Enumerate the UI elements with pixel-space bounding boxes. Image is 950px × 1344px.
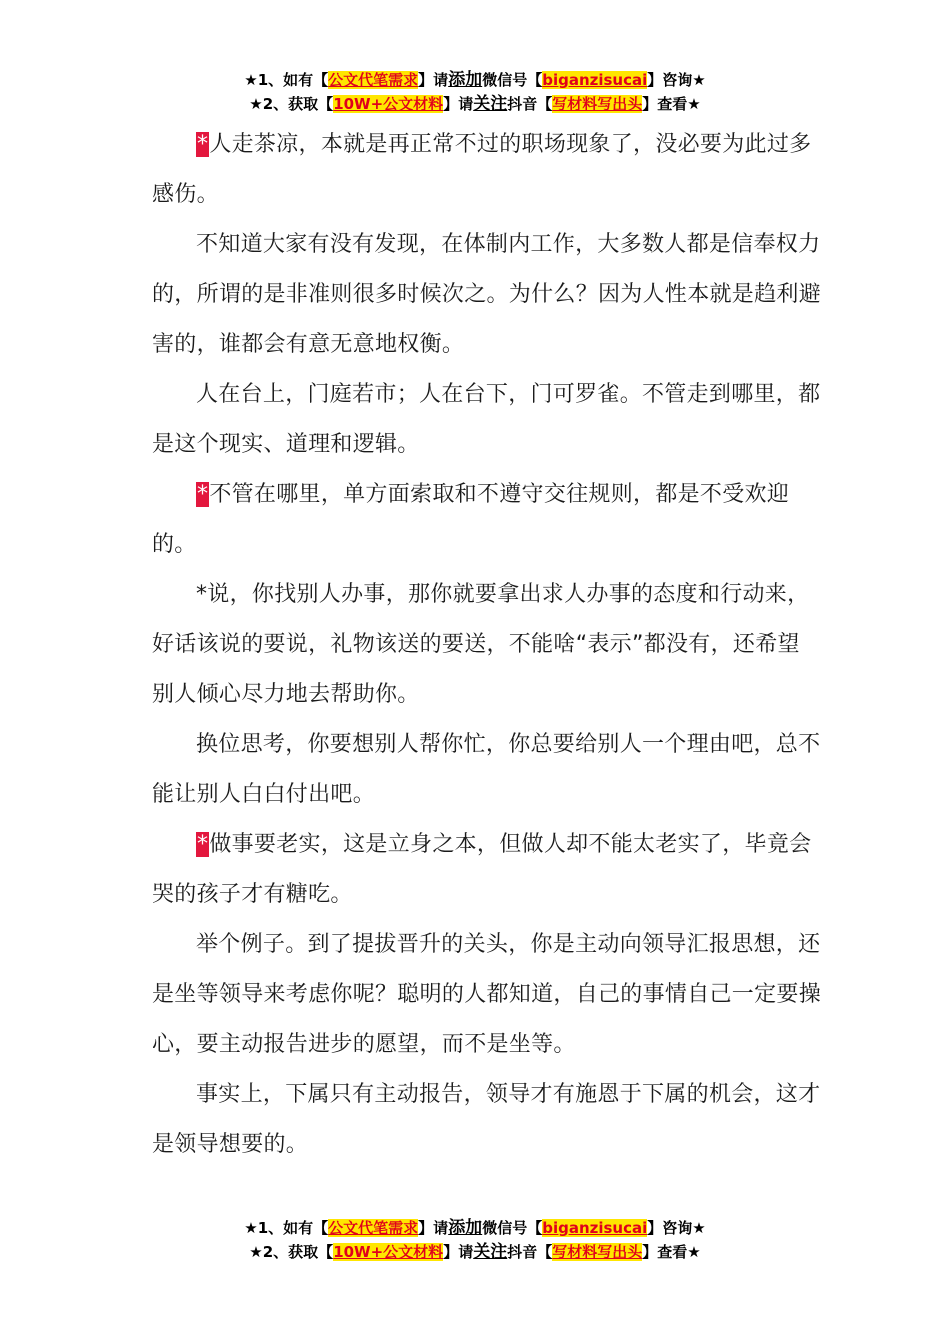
banner-highlight-materials: 10W+公文材料 (333, 95, 444, 113)
paragraph: *不管在哪里，单方面索取和不遵守交往规则，都是不受欢迎的。 (152, 482, 790, 557)
banner-douyin-account: 写材料写出头 (552, 95, 643, 113)
footer-banner (0, 1216, 950, 1264)
paragraph: 人在台上，门庭若市；人在台下，门可罗雀。不管走到哪里，都是这个现实、道理和逻辑。 (152, 382, 821, 457)
paragraph: 事实上，下属只有主动报告，领导才有施恩于下属的机会，这才是领导想要的。 (152, 1082, 821, 1157)
banner-highlight-service: 公文代笔需求 (328, 1219, 419, 1237)
paragraph: 换位思考，你要想别人帮你忙，你总要给别人一个理由吧，总不能让别人白白付出吧。 (152, 732, 821, 807)
paragraph: *做事要老实，这是立身之本，但做人却不能太老实了，毕竟会哭的孩子才有糖吃。 (152, 832, 812, 907)
banner-line-2: ★2、获取【10W+公文材料】请关注抖音【写材料写出头】查看★ (249, 94, 701, 114)
header-banner (0, 68, 950, 116)
paragraph: *说，你找别人办事，那你就要拿出求人办事的态度和行动来，好话该说的要说，礼物该送的要送，不能啥“表示”都没有，还希望别人倾心尽力地去帮助你。 (152, 582, 810, 707)
banner-line-1: ★1、如有【公文代笔需求】请添加微信号【biganzisucai】咨询★ (244, 70, 706, 90)
asterisk-mark: * (197, 132, 209, 157)
paragraph: 不知道大家有没有发现，在体制内工作，大多数人都是信奉权力的，所谓的是非准则很多时候次之。为什么？因为人性本就是趋利避害的，谁都会有意无意地权衡。 (152, 232, 822, 357)
banner-wechat-id: biganzisucai (542, 1219, 648, 1237)
banner-wechat-id: biganzisucai (542, 71, 648, 89)
asterisk-mark: * (197, 482, 209, 507)
banner-line-2: ★2、获取【10W+公文材料】请关注抖音【写材料写出头】查看★ (249, 1242, 701, 1262)
banner-highlight-service: 公文代笔需求 (328, 71, 419, 89)
asterisk-mark: * (197, 832, 209, 857)
banner-douyin-account: 写材料写出头 (552, 1243, 643, 1261)
paragraph: *人走茶凉，本就是再正常不过的职场现象了，没必要为此过多感伤。 (152, 132, 812, 207)
article-body (152, 120, 822, 1170)
banner-line-1: ★1、如有【公文代笔需求】请添加微信号【biganzisucai】咨询★ (244, 1218, 706, 1238)
banner-highlight-materials: 10W+公文材料 (333, 1243, 444, 1261)
paragraph: 举个例子。到了提拔晋升的关头，你是主动向领导汇报思想，还是坐等领导来考虑你呢？聪明的人都知道，自己的事情自己一定要操心，要主动报告进步的愿望，而不是坐等。 (152, 932, 822, 1057)
